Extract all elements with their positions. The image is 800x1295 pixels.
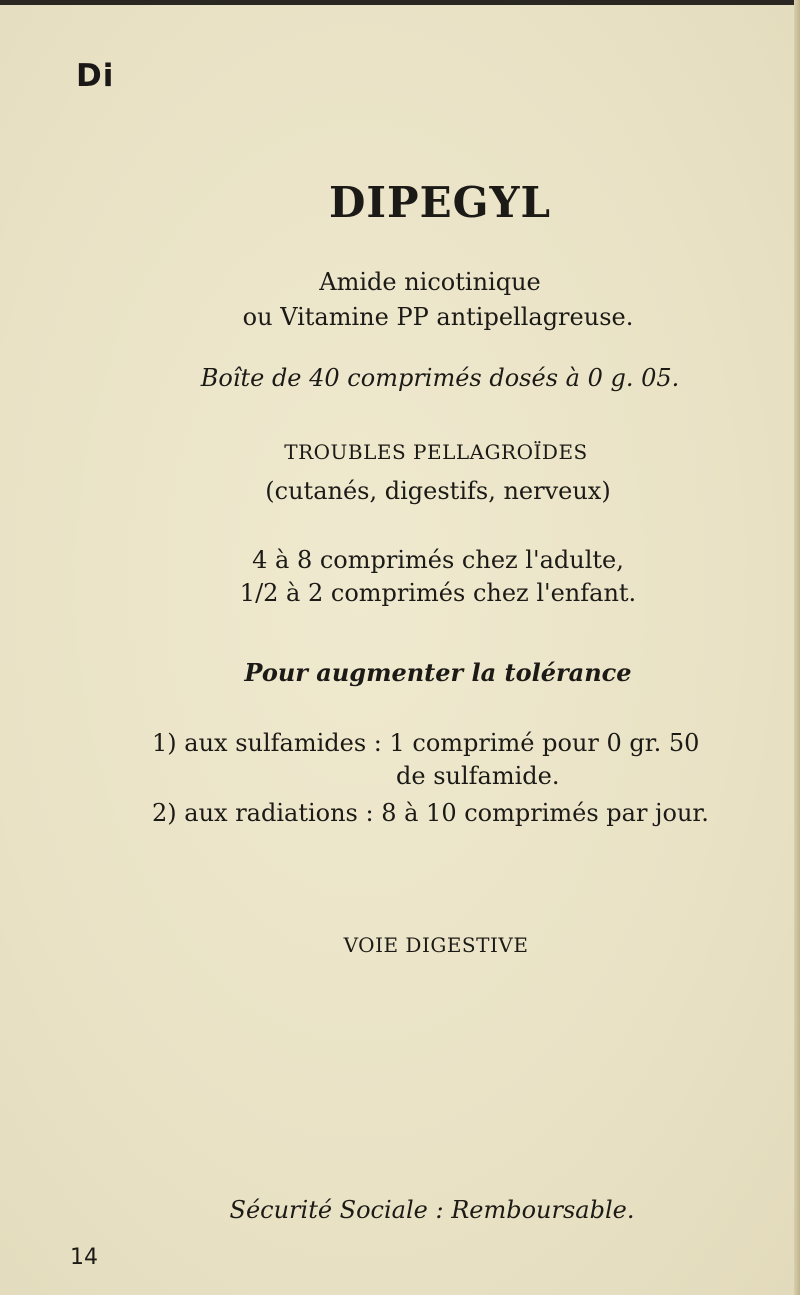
dosage-child: 1/2 à 2 comprimés chez l'enfant. — [239, 579, 637, 607]
top-edge-shadow — [0, 0, 800, 5]
description-line-2: ou Vitamine PP antipellagreuse. — [242, 303, 634, 331]
description-line-1: Amide nicotinique — [319, 268, 541, 296]
reimbursement-note: Sécurité Sociale : Remboursable. — [229, 1196, 635, 1224]
section-tag: Di — [76, 58, 115, 94]
tolerance-item-2: 2) aux radiations : 8 à 10 comprimés par jour. — [152, 799, 709, 827]
packaging-info: Boîte de 40 comprimés dosés à 0 g. 05. — [200, 364, 680, 392]
indication-detail: (cutanés, digestifs, nerveux) — [265, 477, 611, 505]
indication-heading: TROUBLES PELLAGROÏDES — [284, 440, 588, 464]
tolerance-item-1-continuation: de sulfamide. — [396, 762, 560, 790]
dosage-adult: 4 à 8 comprimés chez l'adulte, — [252, 546, 624, 574]
drug-title: DIPEGYL — [328, 178, 552, 227]
tolerance-heading: Pour augmenter la tolérance — [244, 658, 632, 687]
page-number: 14 — [70, 1245, 98, 1270]
administration-route: VOIE DIGESTIVE — [343, 933, 529, 957]
tolerance-item-1: 1) aux sulfamides : 1 comprimé pour 0 gr. 50 — [152, 729, 700, 757]
